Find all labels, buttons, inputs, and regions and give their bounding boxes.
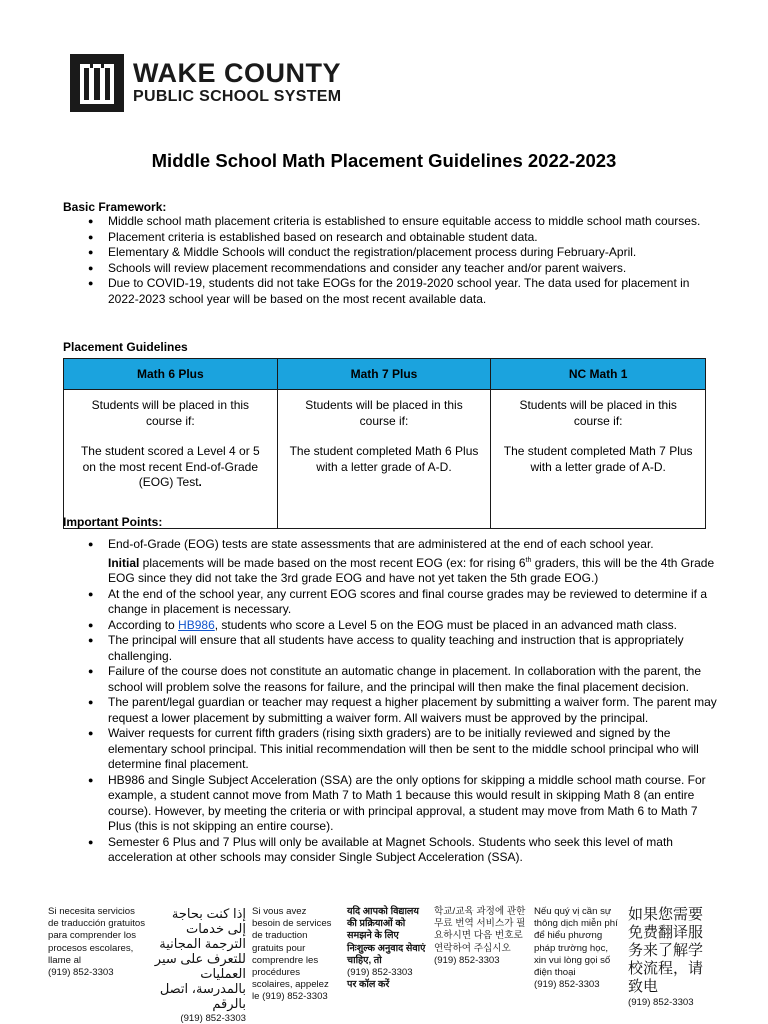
- table-row: [64, 390, 706, 529]
- footer-text: إذا كنت بحاجة إلى خدمات الترجمة المجانية للتعرف على سير العمليات بالمدرسة، اتصل بالرقم: [154, 906, 246, 1011]
- footer-text: पर कॉल करें: [347, 979, 390, 991]
- footer-phone: (919) 852-3303: [628, 997, 694, 1008]
- important-points-list: [62, 537, 722, 866]
- point-bold: Initial: [108, 555, 140, 570]
- basic-framework-heading: Basic Framework:: [63, 200, 167, 214]
- important-points-heading: Important Points:: [63, 515, 163, 529]
- footer-text: Si vous avez besoin de services de traduction gratuits pour comprendre les procédures scolaires, appelez le: [252, 906, 332, 1003]
- list-item: [62, 618, 722, 634]
- footer-phone: (919) 852-3303: [48, 967, 114, 979]
- translation-footer: [48, 906, 728, 1024]
- footer-text: Nếu quý vị cần sự thông dịch miễn phí để hiểu phương pháp trường học, xin vui lòng gọi số điện thoại: [534, 906, 618, 979]
- criteria-end: .: [198, 475, 202, 489]
- footer-text: यदि आपको विद्यालय की प्रक्रियाओं को समझने के लिए निःशुल्क अनुवाद सेवाएं चाहिए, तो: [347, 906, 426, 966]
- table-header-row: [64, 359, 706, 390]
- point-text: End-of-Grade (EOG) tests are state assessments that are administered at the end of each school year.: [108, 537, 654, 551]
- list-item: [62, 537, 722, 587]
- list-item: ● At the end of the school year, any current EOG scores and final course grades may be reviewed to determine if a change in placement is necessary.: [62, 587, 722, 618]
- footer-french: [252, 906, 336, 1004]
- list-item: ● Due to COVID-19, students did not take EOGs for the 2019-2020 school year. The data used for placement in 2022-2023 school year will be based on the most recent available data.: [62, 276, 712, 307]
- cell-criteria: The student completed Math 6 Plus with a letter grade of A-D.: [289, 444, 479, 474]
- footer-hindi: [347, 906, 427, 991]
- placement-table: [63, 358, 706, 529]
- placement-guidelines-heading: Placement Guidelines: [63, 340, 188, 354]
- list-item: ● Failure of the course does not constitute an automatic change in placement. In collaboration with the parent, the school will problem solve the reasons for failure, and the principal will then make the final placement decision.: [62, 664, 722, 695]
- list-item: ● Elementary & Middle Schools will conduct the registration/placement process during February-April.: [62, 245, 712, 261]
- footer-arabic: [152, 906, 246, 1024]
- cell-criteria: The student completed Math 7 Plus with a letter grade of A-D.: [503, 444, 693, 474]
- criteria-text: The student scored a Level 4 or 5 on the most recent End-of-Grade (EOG) Test: [80, 444, 260, 489]
- logo-mark-icon: [70, 54, 124, 112]
- footer-chinese: [628, 906, 712, 1010]
- point-text: placements will be made based on the most recent EOG (ex: for rising 6: [139, 555, 526, 570]
- footer-text: Si necesita servicios de traducción gratuitos para comprender los procesos escolares, llame al: [48, 906, 146, 966]
- basic-framework-list: [62, 214, 712, 307]
- wcpss-logo: [70, 54, 341, 112]
- page-title: Middle School Math Placement Guidelines 2022-2023: [151, 150, 617, 171]
- list-item: ● The parent/legal guardian or teacher may request a higher placement by submitting a waiver form. The parent may request a lower placement by submitting a waiver form. All waivers must be approved by the principal.: [62, 695, 722, 726]
- list-item: ● Placement criteria is established based on research and obtainable student data.: [62, 230, 712, 246]
- footer-vietnamese: [534, 906, 620, 991]
- footer-text: 학교/교육 과정에 관한 무료 번역 서비스가 필요하시면 다음 번호로 연락하여 주십시오: [434, 906, 526, 954]
- list-item: ● Schools will review placement recommendations and consider any teacher and/or parent waivers.: [62, 261, 712, 277]
- footer-text: 如果您需要免费翻译服务来了解学校流程，请致电: [628, 906, 704, 995]
- hb986-link[interactable]: HB986: [178, 617, 215, 632]
- footer-phone: (919) 852-3303: [434, 954, 500, 966]
- cell-intro: Students will be placed in this course if:: [91, 398, 250, 428]
- table-cell: [277, 390, 491, 529]
- point-text: graders, this will be the 4th Grade EOG since they did not take the 3rd grade EOG and have not yet taken the 5th grade EOG.): [108, 555, 715, 585]
- col-header-math6plus: Math 6 Plus: [64, 359, 278, 390]
- point-text: , students who score a Level 5 on the EOG must be placed in an advanced math class.: [214, 617, 678, 632]
- col-header-math7plus: Math 7 Plus: [277, 359, 491, 390]
- footer-korean: [434, 906, 526, 967]
- list-item: ● Semester 6 Plus and 7 Plus will only be available at Magnet Schools. Students who seek this level of math acceleration at other schools may consider Single Subject Acceleration (SSA).: [62, 835, 722, 866]
- footer-phone: (919) 852-3303: [180, 1013, 246, 1024]
- footer-phone: (919) 852-3303: [347, 967, 413, 979]
- col-header-ncmath1: NC Math 1: [491, 359, 706, 390]
- list-item: ● Waiver requests for current fifth graders (rising sixth graders) are to be initially reviewed and signed by the elementary school principal. This initial recommendation will then be sent to the middle school principal who will determine final placement.: [62, 726, 722, 773]
- list-item: ● HB986 and Single Subject Acceleration (SSA) are the only options for skipping a middle school math course. For example, a student cannot move from Math 7 to Math 1 because this would result in skipping Math 8 (an entire course). However, by meeting the criteria or with principal approval, a student may move from Math 6 to Math 7 Plus (this is not skipping an entire course).: [62, 773, 722, 835]
- table-cell: [64, 390, 278, 529]
- logo-line1: WAKE COUNTY: [133, 58, 341, 88]
- cell-intro: Students will be placed in this course if:: [519, 398, 677, 428]
- footer-phone: (919) 852-3303: [262, 991, 328, 1003]
- cell-criteria: [70, 444, 271, 491]
- point-sup: th: [525, 556, 532, 564]
- table-cell: [491, 390, 706, 529]
- list-item: ● Middle school math placement criteria is established to ensure equitable access to middle school math courses.: [62, 214, 712, 230]
- footer-phone: (919) 852-3303: [534, 979, 600, 991]
- logo-line2: PUBLIC SCHOOL SYSTEM: [133, 88, 342, 105]
- footer-spanish: [48, 906, 146, 979]
- cell-intro: Students will be placed in this course if:: [305, 398, 463, 428]
- list-item: ● The principal will ensure that all students have access to quality teaching and instruction that is appropriately challenging.: [62, 633, 722, 664]
- point-text: According to: [108, 617, 179, 632]
